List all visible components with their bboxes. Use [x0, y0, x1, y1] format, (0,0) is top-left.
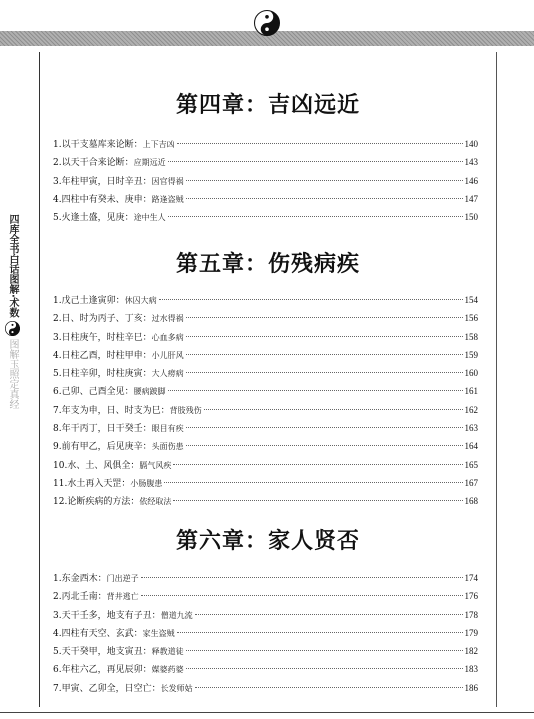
page-number: 174 — [464, 573, 478, 583]
toc-entry[interactable]: 9.前有甲乙，后见庚辛： 头面伤患 164 — [53, 437, 478, 455]
toc-entry[interactable]: 4.日柱乙酉，时柱甲申： 小儿肝风 159 — [53, 346, 478, 364]
page-number: 156 — [464, 313, 478, 324]
toc-entry[interactable]: 7.甲寅、乙卯全，日空亡： 长发师姑 186 — [53, 679, 478, 697]
toc-entry[interactable]: 10.水、土、风俱全： 膈气风疾 165 — [53, 456, 478, 474]
toc-list — [53, 569, 478, 697]
toc-list — [53, 291, 478, 511]
page-number: 154 — [464, 295, 478, 305]
toc-entry[interactable]: 4.四柱有天空、玄武： 家生盗贼 179 — [53, 624, 478, 642]
page-number: 182 — [464, 646, 478, 657]
page-number: 159 — [464, 349, 478, 360]
toc-entry[interactable]: 5.天干癸甲，地支寅丑： 释教道徒 182 — [53, 642, 478, 660]
toc-entry[interactable]: 3.天干壬多，地支有子丑： 僧道九流 178 — [53, 606, 478, 624]
bottom-rule — [0, 712, 534, 713]
page-number: 176 — [464, 591, 478, 602]
toc-entry[interactable]: 6.年柱六乙，再见辰卯： 媒婆药婆 183 — [53, 660, 478, 678]
page-number: 150 — [464, 212, 478, 223]
page-number: 162 — [464, 404, 478, 415]
left-margin-rule — [39, 52, 40, 707]
toc-entry[interactable]: 4.四柱中有癸未、庚申： 路逢盗贼 147 — [53, 190, 478, 208]
toc-entry[interactable]: 2.以天干合来论断： 应期远近 143 — [53, 153, 478, 171]
toc-entry[interactable]: 8.年干丙丁，日干癸壬： 眼目有疾 163 — [53, 419, 478, 437]
toc-list — [53, 135, 478, 226]
toc-entry[interactable]: 3.日柱庚午，时柱辛巳： 心血多病 158 — [53, 328, 478, 346]
chapter-title: 第四章：吉凶远近 — [175, 92, 360, 118]
yin-yang-icon — [5, 321, 20, 336]
toc-entry[interactable]: 7.年支为申，日、时支为巳： 背肢残伤 162 — [53, 401, 478, 419]
toc-entry[interactable]: 5.日柱辛卯，时柱庚寅： 大人痨病 160 — [53, 364, 478, 382]
book-title-label: 图解玉照定真经 — [7, 338, 18, 409]
page-number: 183 — [464, 664, 478, 675]
page-number: 158 — [464, 331, 478, 342]
page-number: 147 — [464, 193, 478, 204]
page-number: 178 — [464, 609, 478, 620]
page-number: 167 — [464, 477, 478, 488]
yin-yang-icon — [254, 10, 280, 36]
toc-entry[interactable]: 1.东金西木： 门出逆子 174 — [53, 569, 478, 587]
page-number: 163 — [464, 423, 478, 434]
toc-entry[interactable]: 3.年柱甲寅，日时辛丑： 因官得祸 146 — [53, 172, 478, 190]
chapter-title: 第六章：家人贤否 — [175, 528, 360, 554]
page-number: 165 — [464, 459, 478, 470]
toc-entry[interactable]: 6.己卯、己酉全见： 腰病跛脚 161 — [53, 382, 478, 400]
toc-entry[interactable]: 2.日、时为丙子、丁亥： 过水得祸 156 — [53, 309, 478, 327]
toc-entry[interactable]: 12.论断疾病的方法： 依经取法 168 — [53, 492, 478, 510]
page-number: 164 — [464, 441, 478, 452]
page-number: 186 — [464, 682, 478, 693]
toc-entry[interactable]: 1.戊己土逢寅卯： 休囚大病 154 — [53, 291, 478, 309]
right-margin-rule — [496, 52, 497, 707]
chapter-title: 第五章：伤残病疾 — [175, 251, 360, 277]
page-number: 143 — [464, 157, 478, 168]
page-number: 161 — [464, 386, 478, 397]
book-series-label: 四库全书白话图解·术数 — [7, 214, 18, 318]
toc-entry[interactable]: 11.水土再入天罡： 小肠腹患 167 — [53, 474, 478, 492]
page-number: 146 — [464, 175, 478, 186]
page-number: 168 — [464, 496, 478, 507]
toc-entry[interactable]: 5.火逢土盛，见庚： 途中生人 150 — [53, 208, 478, 226]
toc-entry[interactable]: 2.丙北壬南： 背井逃亡 176 — [53, 587, 478, 605]
page-number: 160 — [464, 368, 478, 379]
page-number: 140 — [464, 139, 478, 149]
page-number: 179 — [464, 627, 478, 638]
toc-entry[interactable]: 1.以干支墓库来论断： 上下吉凶 140 — [53, 135, 478, 153]
side-label — [2, 214, 22, 409]
